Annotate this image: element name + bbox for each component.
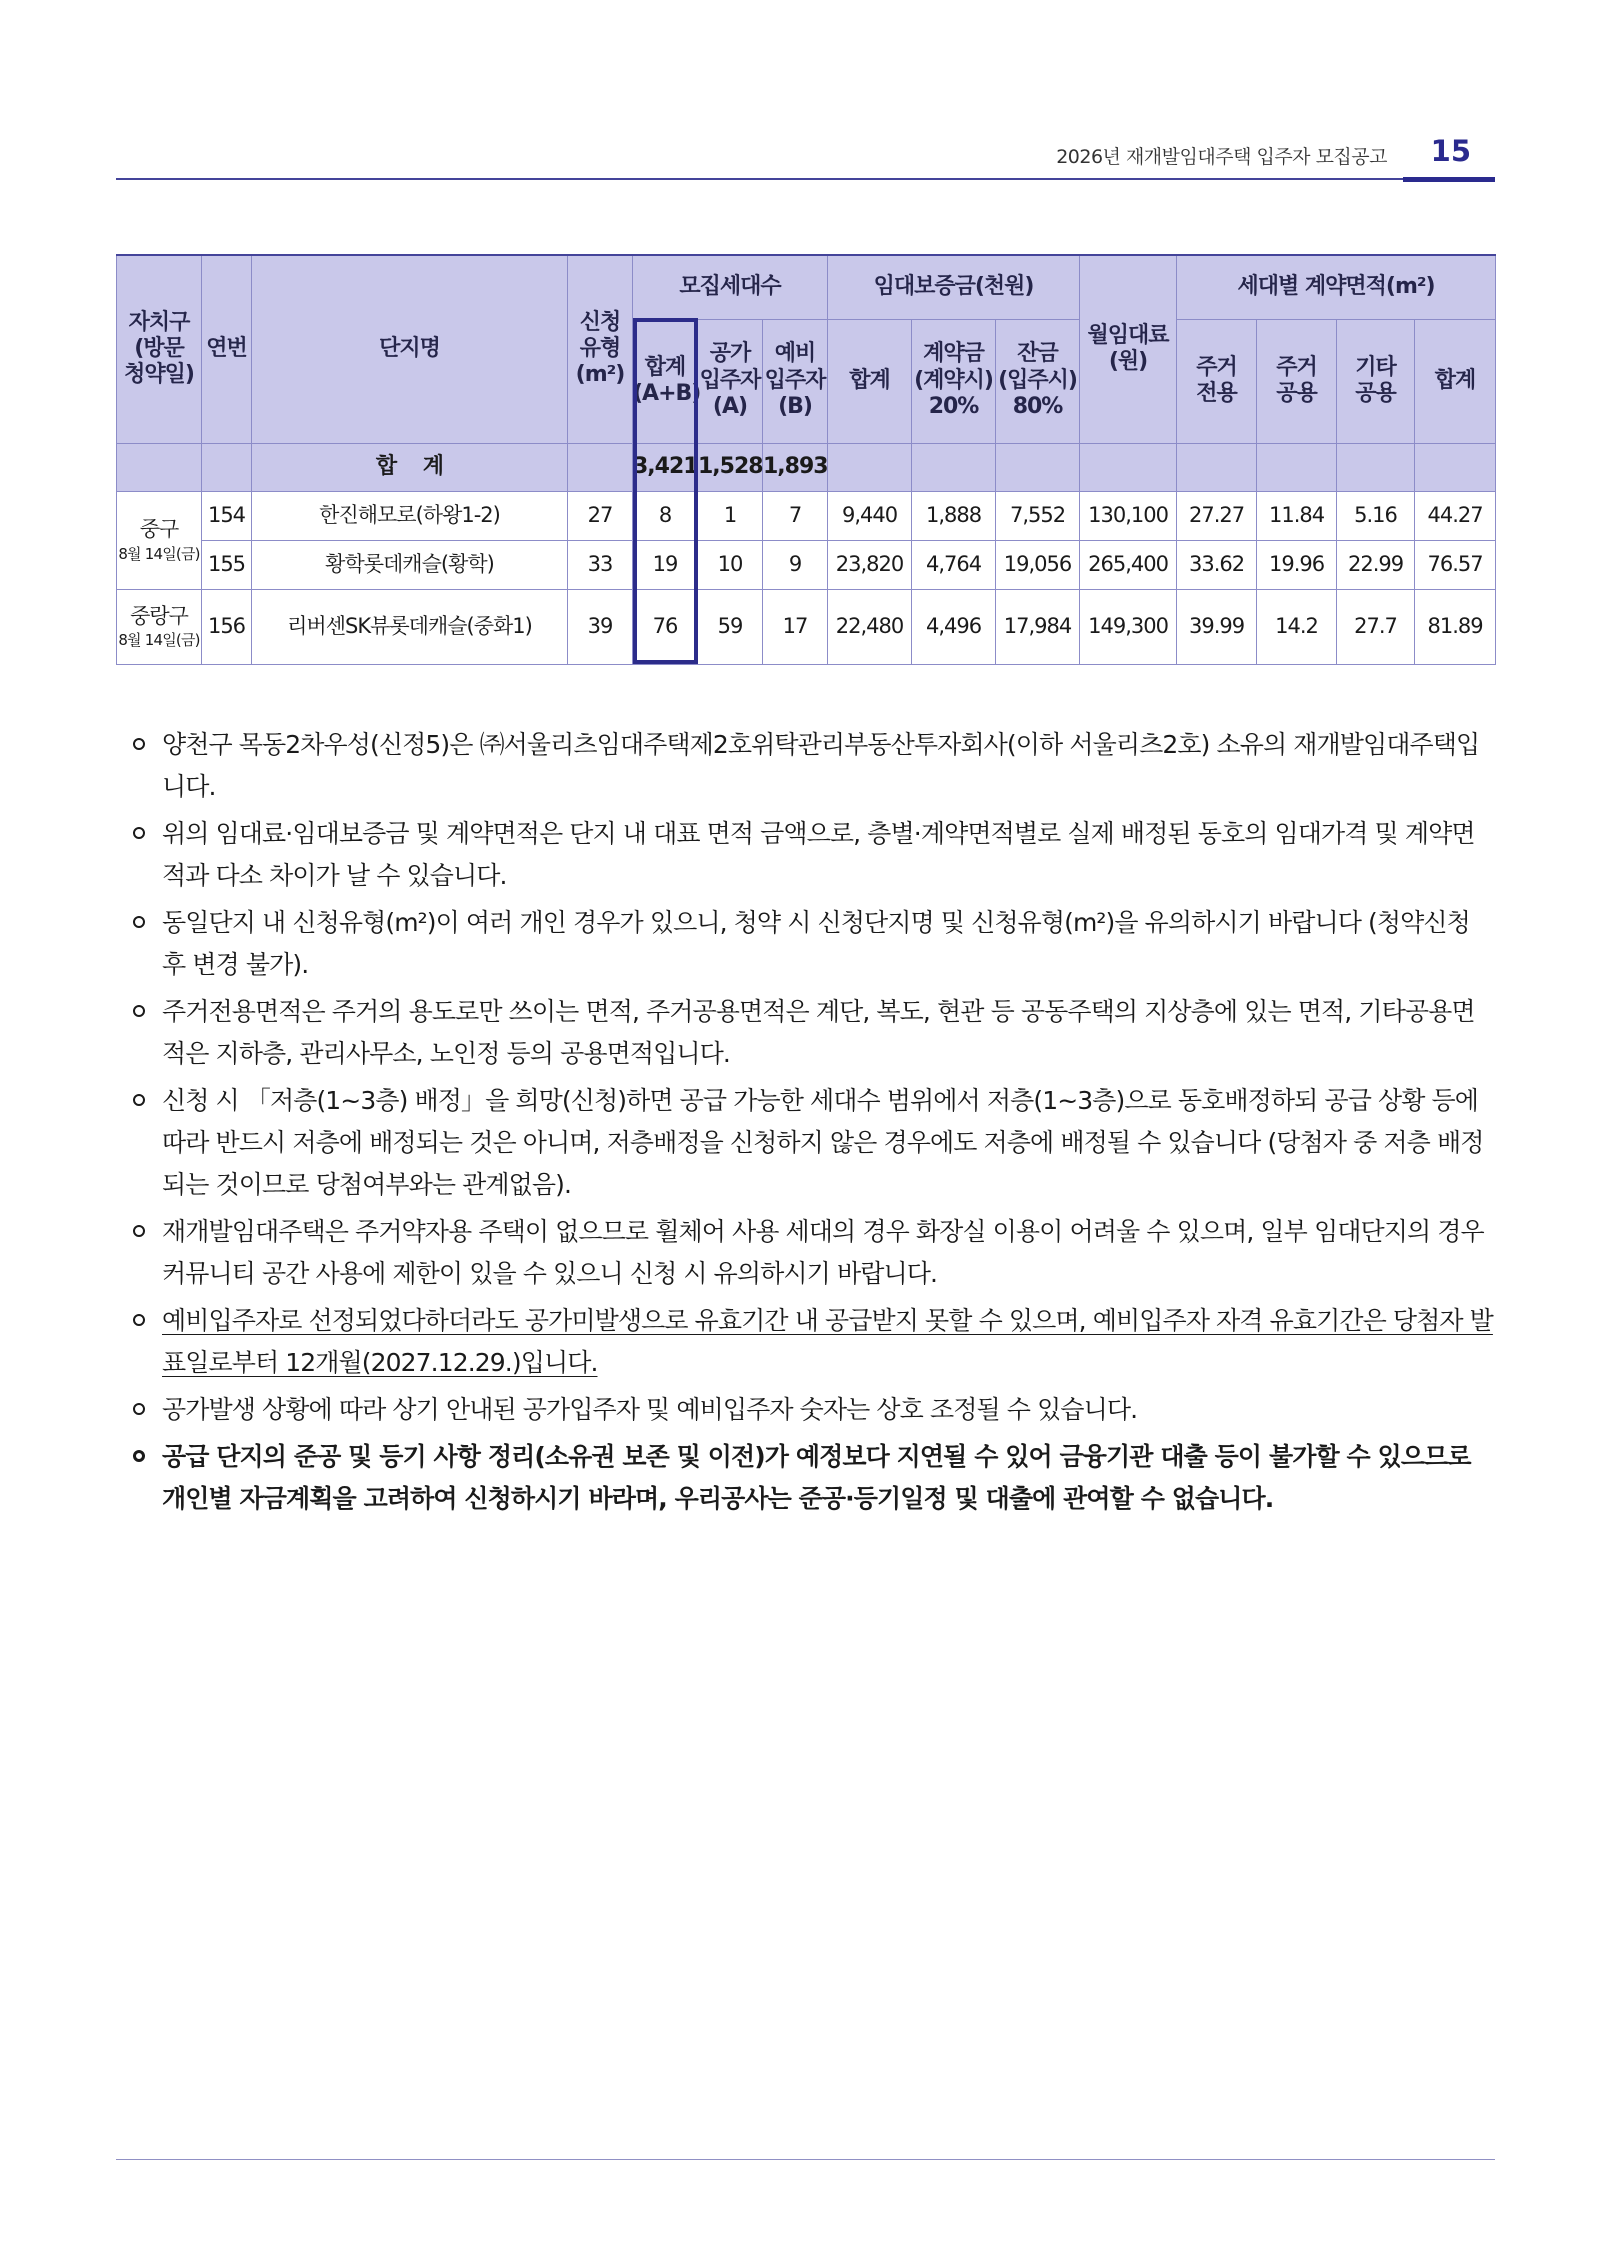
note-item: 양천구 목동2차우성(신정5)은 ㈜서울리츠임대주택제2호위탁관리부동산투자회사(이하 서울리츠2호) 소유의 재개발임대주택입니다. bbox=[116, 724, 1495, 808]
table-cell: 265,400 bbox=[1080, 540, 1177, 589]
th-rent: 월임대료 (원) bbox=[1080, 255, 1177, 443]
table-cell: 156 bbox=[202, 589, 252, 664]
complex-name: 리버센SK뷰롯데캐슬(중화1) bbox=[252, 589, 568, 664]
sum-reserve: 1,893 bbox=[763, 443, 828, 491]
circle-bullet-icon bbox=[133, 1225, 145, 1237]
table-cell: 1,888 bbox=[912, 491, 996, 540]
note-item-emphasis: 공급 단지의 준공 및 등기 사항 정리(소유권 보존 및 이전)가 예정보다 지연될 수 있어 금융기관 대출 등이 불가할 수 있으므로 개인별 자금계획을 고려하여 신청하시기 바라며, 우리공사는 준공·등기일정 및 대출에 관여할 수 없습니다. bbox=[116, 1436, 1495, 1520]
table-cell bbox=[568, 443, 633, 491]
circle-bullet-icon bbox=[133, 1005, 145, 1017]
page-number-bar bbox=[1403, 177, 1495, 182]
page-header bbox=[116, 118, 1495, 180]
table-cell bbox=[117, 443, 202, 491]
table-cell bbox=[202, 443, 252, 491]
table-cell: 27.27 bbox=[1177, 491, 1257, 540]
footer-rule bbox=[116, 2159, 1495, 2160]
table-cell: 130,100 bbox=[1080, 491, 1177, 540]
sum-vacant: 1,528 bbox=[698, 443, 763, 491]
th-deposit: 임대보증금(천원) bbox=[828, 255, 1080, 319]
th-area-common: 주거 공용 bbox=[1257, 319, 1337, 443]
circle-bullet-icon bbox=[133, 916, 145, 928]
table-cell: 7,552 bbox=[996, 491, 1080, 540]
circle-bullet-icon bbox=[133, 1314, 145, 1326]
th-recruit: 모집세대수 bbox=[633, 255, 828, 319]
th-area-excl: 주거 전용 bbox=[1177, 319, 1257, 443]
th-district: 자치구 (방문 청약일) bbox=[117, 255, 202, 443]
table-cell bbox=[996, 443, 1080, 491]
table-cell: 33 bbox=[568, 540, 633, 589]
table-cell: 23,820 bbox=[828, 540, 912, 589]
table-cell: 27.7 bbox=[1337, 589, 1415, 664]
table-cell: 8 bbox=[633, 491, 698, 540]
table-cell: 76 bbox=[633, 589, 698, 664]
th-deposit-balance: 잔금 (입주시) 80% bbox=[996, 319, 1080, 443]
table-row bbox=[117, 540, 1496, 589]
header-title: 2026년 재개발임대주택 입주자 모집공고 bbox=[1056, 146, 1387, 168]
notes-list bbox=[116, 724, 1495, 1525]
district-cell: 중구 8월 14일(금) bbox=[117, 491, 202, 589]
table-cell: 39 bbox=[568, 589, 633, 664]
table-cell bbox=[1177, 443, 1257, 491]
circle-bullet-icon bbox=[133, 827, 145, 839]
table-cell bbox=[1257, 443, 1337, 491]
table-row bbox=[117, 589, 1496, 664]
circle-bullet-icon bbox=[133, 738, 145, 750]
table-cell: 4,764 bbox=[912, 540, 996, 589]
note-item: 재개발임대주택은 주거약자용 주택이 없으므로 휠체어 사용 세대의 경우 화장실 이용이 어려울 수 있으며, 일부 임대단지의 경우 커뮤니티 공간 사용에 제한이 있을 수 있으니 신청 시 유의하시기 바랍니다. bbox=[116, 1211, 1495, 1295]
table-cell: 39.99 bbox=[1177, 589, 1257, 664]
sum-total: 3,421 bbox=[633, 443, 698, 491]
complex-name: 한진해모로(하왕1-2) bbox=[252, 491, 568, 540]
th-no: 연번 bbox=[202, 255, 252, 443]
table-cell: 9 bbox=[763, 540, 828, 589]
note-item: 위의 임대료·임대보증금 및 계약면적은 단지 내 대표 면적 금액으로, 층별·계약면적별로 실제 배정된 동호의 임대가격 및 계약면적과 다소 차이가 날 수 있습니다. bbox=[116, 813, 1495, 897]
table-cell: 17,984 bbox=[996, 589, 1080, 664]
th-recruit-vacant: 공가 입주자 (A) bbox=[698, 319, 763, 443]
table-cell: 22,480 bbox=[828, 589, 912, 664]
circle-bullet-icon bbox=[133, 1450, 145, 1462]
table-row bbox=[117, 491, 1496, 540]
table-cell: 81.89 bbox=[1415, 589, 1496, 664]
table-cell bbox=[1080, 443, 1177, 491]
table-cell: 59 bbox=[698, 589, 763, 664]
table-cell bbox=[1415, 443, 1496, 491]
table-cell: 5.16 bbox=[1337, 491, 1415, 540]
circle-bullet-icon bbox=[133, 1094, 145, 1106]
th-recruit-reserve: 예비 입주자 (B) bbox=[763, 319, 828, 443]
th-recruit-total: 합계 (A+B) bbox=[633, 319, 698, 443]
table-cell: 22.99 bbox=[1337, 540, 1415, 589]
th-area: 세대별 계약면적(m²) bbox=[1177, 255, 1496, 319]
table-cell: 11.84 bbox=[1257, 491, 1337, 540]
table-cell: 14.2 bbox=[1257, 589, 1337, 664]
complex-name: 황학롯데캐슬(황학) bbox=[252, 540, 568, 589]
circle-bullet-icon bbox=[133, 1403, 145, 1415]
th-complex: 단지명 bbox=[252, 255, 568, 443]
table-cell: 154 bbox=[202, 491, 252, 540]
table-cell: 155 bbox=[202, 540, 252, 589]
supply-table bbox=[116, 254, 1496, 665]
table-cell bbox=[912, 443, 996, 491]
sum-label: 합 계 bbox=[252, 443, 568, 491]
table-cell: 33.62 bbox=[1177, 540, 1257, 589]
note-item: 동일단지 내 신청유형(m²)이 여러 개인 경우가 있으니, 청약 시 신청단지명 및 신청유형(m²)을 유의하시기 바랍니다 (청약신청 후 변경 불가). bbox=[116, 902, 1495, 986]
district-cell: 중랑구 8월 14일(금) bbox=[117, 589, 202, 664]
table-cell: 10 bbox=[698, 540, 763, 589]
table-cell bbox=[1337, 443, 1415, 491]
th-area-total: 합계 bbox=[1415, 319, 1496, 443]
table-cell: 4,496 bbox=[912, 589, 996, 664]
note-item: 공가발생 상황에 따라 상기 안내된 공가입주자 및 예비입주자 숫자는 상호 조정될 수 있습니다. bbox=[116, 1389, 1495, 1431]
table-cell: 76.57 bbox=[1415, 540, 1496, 589]
note-item: 신청 시 「저층(1~3층) 배정」을 희망(신청)하면 공급 가능한 세대수 범위에서 저층(1~3층)으로 동호배정하되 공급 상황 등에 따라 반드시 저층에 배정되는 것은 아니며, 저층배정을 신청하지 않은 경우에도 저층에 배정될 수 있습니다 (당첨자 중 저층 배정되는 것이므로 당첨여부와는 관계없음). bbox=[116, 1080, 1495, 1206]
table-cell bbox=[828, 443, 912, 491]
table-cell: 27 bbox=[568, 491, 633, 540]
th-type: 신청 유형 (m²) bbox=[568, 255, 633, 443]
table-cell: 7 bbox=[763, 491, 828, 540]
table-cell: 149,300 bbox=[1080, 589, 1177, 664]
note-item: 주거전용면적은 주거의 용도로만 쓰이는 면적, 주거공용면적은 계단, 복도, 현관 등 공동주택의 지상층에 있는 면적, 기타공용면적은 지하층, 관리사무소, 노인정 등의 공용면적입니다. bbox=[116, 991, 1495, 1075]
th-deposit-contract: 계약금 (계약시) 20% bbox=[912, 319, 996, 443]
note-item: 예비입주자로 선정되었다하더라도 공가미발생으로 유효기간 내 공급받지 못할 수 있으며, 예비입주자 자격 유효기간은 당첨자 발표일로부터 12개월(2027.12.29.)입니다. bbox=[116, 1300, 1495, 1384]
th-deposit-total: 합계 bbox=[828, 319, 912, 443]
table-cell: 9,440 bbox=[828, 491, 912, 540]
th-area-other: 기타 공용 bbox=[1337, 319, 1415, 443]
table-cell: 17 bbox=[763, 589, 828, 664]
page-number: 15 bbox=[1430, 134, 1471, 168]
table-cell: 1 bbox=[698, 491, 763, 540]
sum-row bbox=[117, 443, 1496, 491]
table-cell: 19.96 bbox=[1257, 540, 1337, 589]
table-cell: 19 bbox=[633, 540, 698, 589]
table-cell: 44.27 bbox=[1415, 491, 1496, 540]
table-cell: 19,056 bbox=[996, 540, 1080, 589]
